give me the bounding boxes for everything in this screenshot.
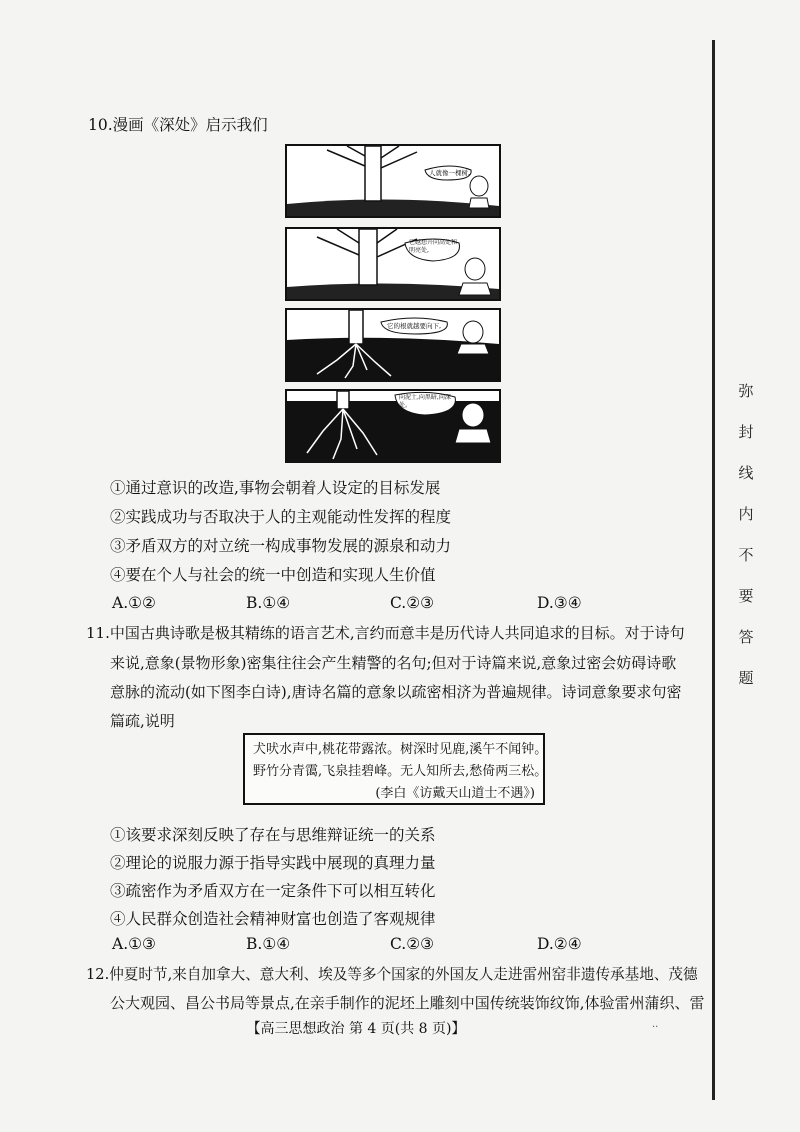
q11-statement-1: ①该要求深刻反映了存在与思维辩证统一的关系 bbox=[110, 826, 436, 844]
seal-line bbox=[712, 40, 715, 1100]
comic-bubble-3: 它的根就越要向下, bbox=[387, 322, 442, 330]
q10-statement-2: ②实践成功与否取决于人的主观能动性发挥的程度 bbox=[110, 508, 452, 526]
comic-panel-2-drawing bbox=[287, 229, 499, 299]
comic-bubble-2: 它越想升向高处和明亮处, bbox=[409, 239, 458, 254]
seal-char-7: 答 bbox=[738, 628, 754, 646]
q11-line-3: 意脉的流动(如下图李白诗),唐诗名篇的意象以疏密相济为普遍规律。诗词意象要求句密 bbox=[110, 683, 682, 701]
page-footer: 【高三思想政治 第 4 页(共 8 页)】 bbox=[246, 1021, 466, 1037]
q10-option-d: D.③④ bbox=[537, 594, 582, 612]
q11-line-2: 来说,意象(景物形象)密集往往会产生精警的名句;但对于诗篇来说,意象过密会妨碍诗歌 bbox=[110, 654, 677, 672]
q11-option-a: A.①③ bbox=[112, 935, 156, 953]
seal-char-3: 线 bbox=[738, 464, 754, 482]
q11-option-c: C.②③ bbox=[390, 935, 435, 953]
seal-char-8: 题 bbox=[738, 669, 754, 687]
comic-panel-4-drawing bbox=[287, 391, 499, 461]
comic-bubble-4: 向泥土,向黑暗,向深处。 bbox=[399, 394, 451, 409]
comic-panel-2 bbox=[285, 227, 501, 301]
q11-option-d: D.②④ bbox=[537, 935, 582, 953]
comic-panel-4 bbox=[285, 389, 501, 463]
comic-panel-1-drawing bbox=[287, 146, 499, 216]
poem-box bbox=[243, 733, 548, 805]
q10-statement-4: ④要在个人与社会的统一中创造和实现人生价值 bbox=[110, 566, 436, 584]
q10-option-a: A.①② bbox=[112, 594, 156, 612]
poem-line-2: 野竹分青霭,飞泉挂碧峰。无人知所去,愁倚两三松。 bbox=[253, 764, 548, 779]
seal-char-1: 弥 bbox=[738, 382, 754, 400]
seal-char-5: 不 bbox=[738, 546, 754, 564]
seal-char-4: 内 bbox=[738, 505, 754, 523]
comic-panel-3 bbox=[285, 308, 501, 382]
q10-statement-3: ③矛盾双方的对立统一构成事物发展的源泉和动力 bbox=[110, 537, 452, 555]
q10-option-b: B.①④ bbox=[246, 594, 291, 612]
q10-statement-1: ①通过意识的改造,事物会朝着人设定的目标发展 bbox=[110, 479, 441, 497]
q11-statement-4: ④人民群众创造社会精神财富也创造了客观规律 bbox=[110, 910, 436, 928]
q11-option-b: B.①④ bbox=[246, 935, 291, 953]
q12-line-1: 12.仲夏时节,来自加拿大、意大利、埃及等多个国家的外国友人走进雷州窑非遗传承基地、茂德 bbox=[86, 966, 698, 983]
corner-mark: ·· bbox=[652, 1022, 659, 1033]
q10-option-c: C.②③ bbox=[390, 594, 435, 612]
poem-source: (李白《访戴天山道士不遇》) bbox=[375, 786, 535, 801]
seal-char-6: 要 bbox=[738, 587, 754, 605]
comic-bubble-1: 人就像一棵树, bbox=[429, 169, 471, 177]
comic-panel-1 bbox=[285, 144, 501, 218]
q11-line-1: 11.中国古典诗歌是极其精练的语言艺术,言约而意丰是历代诗人共同追求的目标。对于诗句 bbox=[86, 624, 685, 642]
q10-stem: 10.漫画《深处》启示我们 bbox=[88, 116, 268, 134]
seal-char-2: 封 bbox=[738, 423, 754, 441]
seal-text bbox=[728, 380, 764, 688]
q12-line-2: 公大观园、昌公书局等景点,在亲手制作的泥坯上雕刻中国传统装饰纹饰,体验雷州蒲织、雷 bbox=[110, 994, 705, 1012]
q11-statement-3: ③疏密作为矛盾双方在一定条件下可以相互转化 bbox=[110, 882, 436, 900]
poem-line-1: 犬吠水声中,桃花带露浓。树深时见鹿,溪午不闻钟。 bbox=[253, 742, 548, 757]
q11-statement-2: ②理论的说服力源于指导实践中展现的真理力量 bbox=[110, 854, 436, 872]
q11-line-4: 篇疏,说明 bbox=[110, 712, 175, 730]
comic-panel-3-drawing bbox=[287, 310, 499, 380]
